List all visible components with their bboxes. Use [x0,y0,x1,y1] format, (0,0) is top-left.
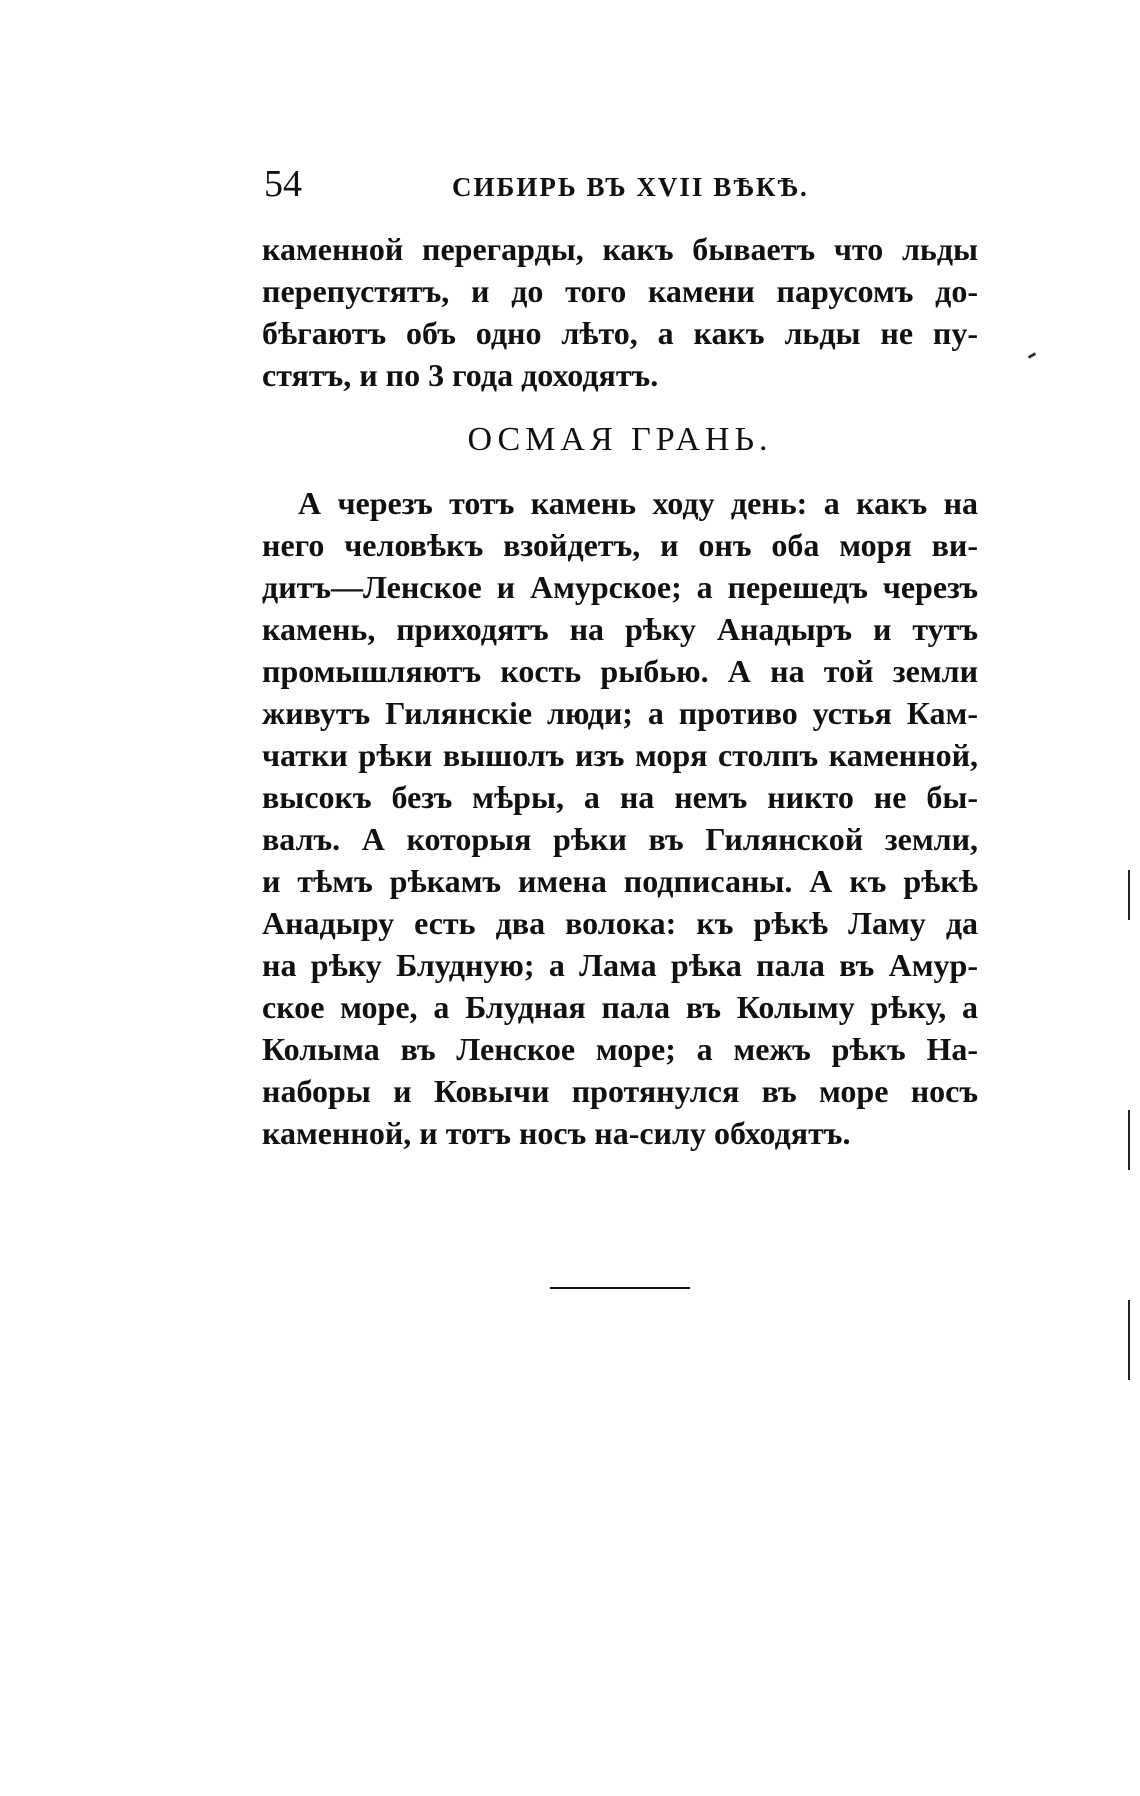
text-line: каменной перегарды, какъ бываетъ что льды [262,231,978,267]
scan-edge-mark [1128,1300,1130,1380]
text-line: наборы и Ковычи протянулся въ море носъ [262,1073,978,1109]
text-line: бѣгаютъ объ одно лѣто, а какъ льды не пу- [262,315,978,351]
text-line: Колыма въ Ленское море; а межъ рѣкъ На- [262,1031,978,1067]
text-line: и тѣмъ рѣкамъ имена подписаны. А къ рѣкѣ [262,863,978,899]
text-line: стятъ, и по 3 года доходятъ. [262,357,659,393]
section-paragraph [262,482,978,1154]
text-line: камень, приходятъ на рѣку Анадыръ и тутъ [262,611,978,647]
text-line: дитъ—Ленское и Амурское; а перешедъ черезъ [262,569,978,605]
text-line: промышляютъ кость рыбью. А на той земли [262,653,978,689]
text-line: живутъ Гилянскiе люди; а противо устья Кам- [262,695,978,731]
text-line: чатки рѣки вышолъ изъ моря столпъ каменной, [262,737,978,773]
ink-speck [1028,352,1036,359]
text-line: Анадыру есть два волока: къ рѣкѣ Ламу да [262,905,978,941]
continuation-paragraph [262,228,978,396]
page-number: 54 [264,163,302,205]
text-line: высокъ безъ мѣры, а на немъ никто не бы- [262,779,978,815]
text-line: А черезъ тотъ камень ходу день: а какъ на [298,485,978,521]
text-line: ское море, а Блудная пала въ Колыму рѣку, а [262,989,978,1025]
section-heading: ОСМАЯ ГРАНЬ. [467,421,773,458]
text-line: перепустятъ, и до того камени парусомъ до- [262,273,978,309]
scan-edge-mark [1128,1110,1130,1170]
text-line: валъ. А которыя рѣки въ Гилянской земли, [262,821,978,857]
end-rule [550,1287,690,1289]
text-line: на рѣку Блудную; а Лама рѣка пала въ Амур- [262,947,978,983]
text-line: каменной, и тотъ носъ на-силу обходятъ. [262,1115,851,1151]
running-title: СИБИРЬ ВЪ XVII ВѢКѢ. [452,172,809,202]
text-line: него человѣкъ взойдетъ, и онъ оба моря ви- [262,527,978,563]
scan-edge-mark [1128,870,1130,920]
